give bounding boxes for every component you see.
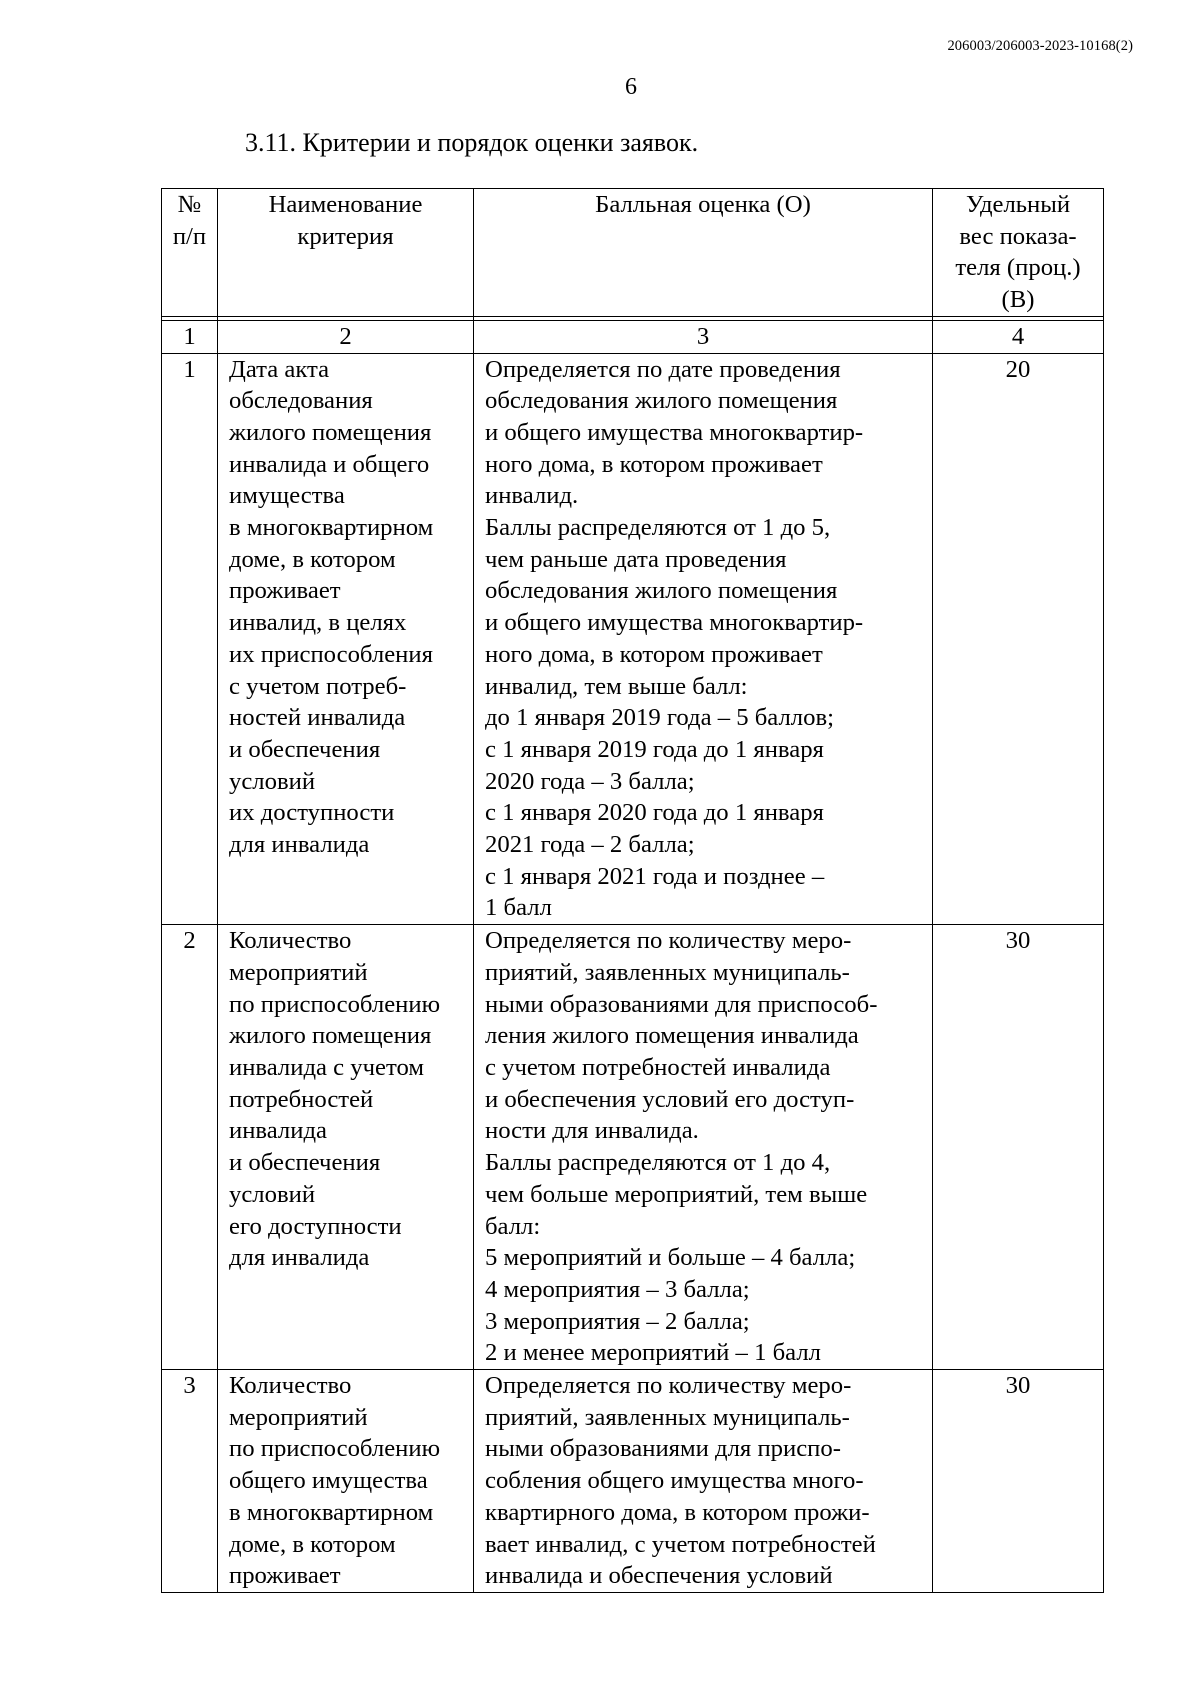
cell-line: квартирного дома, в котором прожи- xyxy=(485,1498,870,1526)
cell-line: чем больше мероприятий, тем выше xyxy=(485,1180,868,1208)
cell-line: 4 мероприятия – 3 балла; xyxy=(485,1275,750,1303)
cell-line: Количество xyxy=(229,927,352,955)
criterion-score xyxy=(474,925,933,1370)
cell-line: с 1 января 2021 года и позднее – xyxy=(485,862,825,890)
cell-line: доме, в котором xyxy=(229,545,396,573)
row-number: 1 xyxy=(162,353,218,925)
cell-line: приятий, заявленных муниципаль- xyxy=(485,958,850,986)
header-weight-line: Удельный xyxy=(965,191,1071,218)
cell-line: инвалид, тем выше балл: xyxy=(485,672,748,700)
cell-line: Баллы распределяются от 1 до 5, xyxy=(485,514,831,542)
table-row xyxy=(162,353,1104,925)
cell-line: в многоквартирном xyxy=(229,1498,434,1526)
cell-line: балл: xyxy=(485,1212,541,1240)
cell-line: Дата акта xyxy=(229,355,330,383)
cell-line: и обеспечения условий его доступ- xyxy=(485,1085,855,1113)
page-number: 6 xyxy=(625,74,637,100)
cell-line: ного дома, в котором проживает xyxy=(485,450,823,478)
cell-line: проживает xyxy=(229,577,341,605)
cell-line: 1 балл xyxy=(485,894,552,922)
cell-line: по приспособлению xyxy=(229,990,441,1018)
criterion-name xyxy=(218,1370,474,1593)
cell-line: в многоквартирном xyxy=(229,514,434,542)
cell-line: до 1 января 2019 года – 5 баллов; xyxy=(485,704,834,732)
cell-line: ности для инвалида. xyxy=(485,1117,699,1145)
cell-line: с 1 января 2020 года до 1 января xyxy=(485,799,824,827)
cell-line: инвалида и обеспечения условий xyxy=(485,1562,833,1590)
cell-line: для инвалида xyxy=(229,831,370,859)
column-number: 1 xyxy=(162,320,218,353)
table-row xyxy=(162,1370,1104,1593)
cell-line: жилого помещения xyxy=(229,418,432,446)
cell-line: Определяется по количеству меро- xyxy=(485,927,852,955)
cell-line: инвалид. xyxy=(485,482,579,510)
cell-line: Определяется по количеству меро- xyxy=(485,1372,852,1400)
header-num xyxy=(162,189,218,317)
cell-line: Количество xyxy=(229,1372,352,1400)
criteria-table xyxy=(161,188,1104,1593)
criterion-name xyxy=(218,353,474,925)
cell-line: 3 мероприятия – 2 балла; xyxy=(485,1307,750,1335)
row-number: 2 xyxy=(162,925,218,1370)
cell-line: инвалид, в целях xyxy=(229,609,407,637)
cell-line: их доступности xyxy=(229,799,395,827)
cell-line: по приспособлению xyxy=(229,1435,441,1463)
cell-line: с 1 января 2019 года до 1 января xyxy=(485,735,824,763)
cell-line: 2021 года – 2 балла; xyxy=(485,831,695,859)
header-num-line: № xyxy=(177,191,202,218)
cell-line: 5 мероприятий и больше – 4 балла; xyxy=(485,1244,856,1272)
header-score xyxy=(474,189,933,317)
criterion-name xyxy=(218,925,474,1370)
column-number: 2 xyxy=(218,320,474,353)
cell-line: и общего имущества многоквартир- xyxy=(485,418,864,446)
cell-line: инвалида и общего xyxy=(229,450,430,478)
cell-line: ными образованиями для приспо- xyxy=(485,1435,841,1463)
cell-line: обследования xyxy=(229,387,373,415)
header-num-line: п/п xyxy=(172,222,207,250)
table-header-row xyxy=(162,189,1104,317)
column-numbers-row xyxy=(162,320,1104,353)
cell-line: приятий, заявленных муниципаль- xyxy=(485,1403,850,1431)
cell-line: с учетом потребностей инвалида xyxy=(485,1053,831,1081)
header-score-line: Балльная оценка (О) xyxy=(595,191,811,218)
header-weight-line: (В) xyxy=(1001,286,1035,314)
cell-line: и обеспечения xyxy=(229,735,381,763)
cell-line: чем раньше дата проведения xyxy=(485,545,787,573)
criterion-weight: 30 xyxy=(933,1370,1104,1593)
header-name-line: Наименование xyxy=(268,191,423,218)
cell-line: обследования жилого помещения xyxy=(485,387,838,415)
cell-line: ностей инвалида xyxy=(229,704,406,732)
header-weight xyxy=(933,189,1104,317)
cell-line: условий xyxy=(229,1180,316,1208)
criterion-weight: 20 xyxy=(933,353,1104,925)
cell-line: мероприятий xyxy=(229,1403,368,1431)
cell-line: 2020 года – 3 балла; xyxy=(485,767,695,795)
cell-line: вает инвалид, с учетом потребностей xyxy=(485,1530,876,1558)
cell-line: инвалида xyxy=(229,1117,327,1145)
cell-line: потребностей xyxy=(229,1085,374,1113)
cell-line: проживает xyxy=(229,1562,341,1590)
cell-line: с учетом потреб- xyxy=(229,672,407,700)
cell-line: общего имущества xyxy=(229,1467,428,1495)
cell-line: и общего имущества многоквартир- xyxy=(485,609,864,637)
table-row xyxy=(162,925,1104,1370)
column-number: 4 xyxy=(933,320,1104,353)
section-title: 3.11. Критерии и порядок оценки заявок. xyxy=(245,128,699,157)
cell-line: Баллы распределяются от 1 до 4, xyxy=(485,1149,831,1177)
row-number: 3 xyxy=(162,1370,218,1593)
criterion-score xyxy=(474,1370,933,1593)
cell-line: его доступности xyxy=(229,1212,402,1240)
cell-line: и обеспечения xyxy=(229,1149,381,1177)
cell-line: ления жилого помещения инвалида xyxy=(485,1022,859,1050)
criterion-weight: 30 xyxy=(933,925,1104,1370)
cell-line: их приспособления xyxy=(229,640,433,668)
cell-line: мероприятий xyxy=(229,958,368,986)
header-weight-line: вес показа- xyxy=(959,222,1077,250)
cell-line: ного дома, в котором проживает xyxy=(485,640,823,668)
cell-line: Определяется по дате проведения xyxy=(485,355,841,383)
cell-line: для инвалида xyxy=(229,1244,370,1272)
document-id: 206003/206003-2023-10168(2) xyxy=(947,38,1133,54)
criterion-score xyxy=(474,353,933,925)
cell-line: инвалида с учетом xyxy=(229,1053,424,1081)
header-name-line: критерия xyxy=(297,222,394,250)
cell-line: обследования жилого помещения xyxy=(485,577,838,605)
cell-line: 2 и менее мероприятий – 1 балл xyxy=(485,1339,821,1367)
column-number: 3 xyxy=(474,320,933,353)
cell-line: жилого помещения xyxy=(229,1022,432,1050)
cell-line: условий xyxy=(229,767,316,795)
cell-line: ными образованиями для приспособ- xyxy=(485,990,878,1018)
cell-line: доме, в котором xyxy=(229,1530,396,1558)
header-name xyxy=(218,189,474,317)
header-weight-line: теля (проц.) xyxy=(955,254,1081,282)
cell-line: собления общего имущества много- xyxy=(485,1467,864,1495)
cell-line: имущества xyxy=(229,482,345,510)
